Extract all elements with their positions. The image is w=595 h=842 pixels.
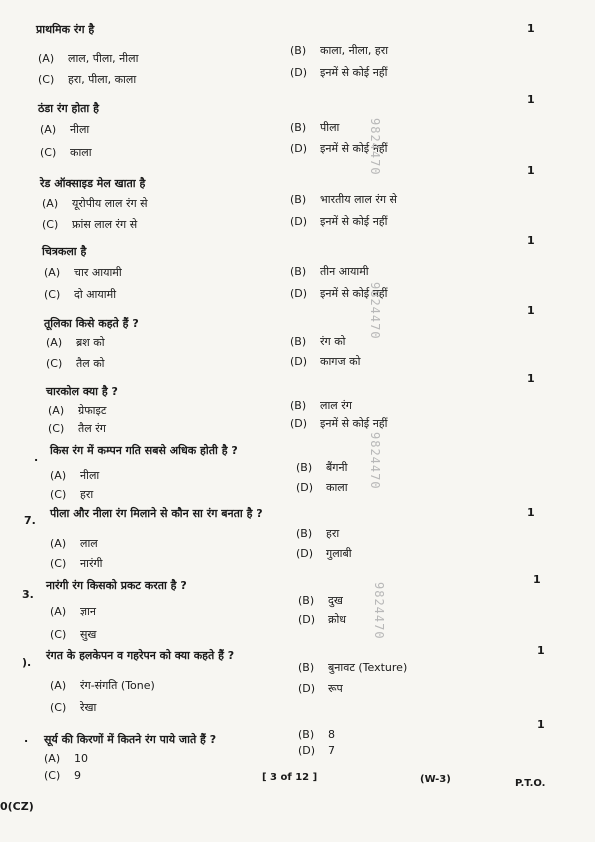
option-c [50, 487, 93, 502]
option-text: 8 [328, 728, 335, 741]
option-text: 7 [328, 744, 335, 757]
option-d [296, 480, 348, 495]
option-text: लाल [80, 537, 98, 550]
option-label: (A) [46, 336, 63, 349]
option-text: ब्रश को [76, 336, 105, 349]
option-label: (B) [290, 399, 307, 412]
option-b [296, 460, 347, 475]
option-label: (A) [48, 404, 65, 417]
option-label: (B) [290, 265, 307, 278]
marks: 1 [527, 506, 535, 519]
option-label: (A) [50, 537, 67, 550]
question-number: ). [22, 656, 32, 669]
option-label: (C) [44, 769, 61, 782]
option-text: 10 [74, 752, 88, 765]
marks: 1 [527, 372, 535, 385]
option-label: (A) [40, 123, 57, 136]
marks: 1 [527, 164, 535, 177]
marks: 1 [527, 22, 535, 35]
option-label: (A) [38, 52, 55, 65]
option-text: बुनावट (Texture) [328, 661, 408, 674]
option-a [46, 335, 105, 350]
option-label: (B) [298, 594, 315, 607]
option-c [42, 217, 137, 232]
question-text: चित्रकला है [42, 245, 87, 258]
question-number: 7. [24, 514, 36, 527]
option-text: रूप [328, 682, 343, 695]
option-label: (D) [296, 547, 314, 560]
option-c [44, 287, 116, 302]
question-text: तूलिका किसे कहते हैं ? [44, 317, 139, 330]
option-text: फ्रांस लाल रंग से [72, 218, 138, 231]
watermark: 9824470 [368, 432, 382, 490]
option-label: (D) [290, 417, 308, 430]
option-c [44, 769, 81, 782]
option-c [38, 72, 136, 87]
option-label: (D) [296, 481, 314, 494]
marks: 1 [537, 644, 545, 657]
option-text: तैल रंग [78, 422, 106, 435]
option-c [46, 356, 105, 371]
watermark: 9824470 [368, 282, 382, 340]
option-label: (D) [298, 744, 316, 757]
option-label: (A) [50, 605, 67, 618]
marks: 1 [527, 234, 535, 247]
option-text: बैंगनी [326, 461, 348, 474]
option-b [298, 728, 335, 741]
option-label: (D) [298, 613, 316, 626]
option-d [296, 546, 352, 561]
option-label: (C) [46, 357, 63, 370]
option-label: (B) [290, 335, 307, 348]
option-label: (D) [290, 287, 308, 300]
option-text: इनमें से कोई नहीं [320, 66, 388, 79]
option-label: (D) [290, 142, 308, 155]
question-text: रंगत के हलकेपन व गहरेपन को क्या कहते हैं ? [46, 649, 235, 662]
option-label: (C) [50, 557, 67, 570]
option-text: काला [326, 481, 348, 494]
question-text: किस रंग में कम्पन गति सबसे अधिक होती है ? [50, 444, 238, 457]
option-b [290, 398, 352, 413]
option-b [290, 264, 369, 279]
option-b [290, 334, 346, 349]
option-text: यूरोपीय लाल रंग से [72, 197, 148, 210]
option-label: (C) [42, 218, 59, 231]
marks: 1 [533, 573, 541, 586]
option-label: (C) [50, 701, 67, 714]
option-text: हरा [80, 488, 94, 501]
marks: 1 [527, 93, 535, 106]
option-d [290, 65, 388, 80]
option-label: (C) [38, 73, 55, 86]
option-text: हरा, पीला, काला [68, 73, 137, 86]
option-c [50, 556, 103, 571]
option-label: (A) [50, 679, 67, 692]
option-label: (B) [296, 461, 313, 474]
option-c [40, 145, 92, 160]
option-text: लाल, पीला, नीला [68, 52, 139, 65]
option-a [50, 468, 99, 483]
option-text: इनमें से कोई नहीं [320, 417, 388, 430]
option-d [298, 681, 343, 696]
paper-code: (W-3) [420, 774, 451, 785]
option-text: दो आयामी [74, 288, 117, 301]
option-a [42, 196, 148, 211]
option-text: हरा [326, 527, 340, 540]
option-label: (C) [50, 488, 67, 501]
option-text: रंग को [320, 335, 346, 348]
option-text: ज्ञान [80, 605, 97, 618]
question-text: चारकोल क्या है ? [46, 385, 118, 398]
option-b [298, 593, 343, 608]
option-label: (D) [290, 66, 308, 79]
watermark: 9824470 [372, 582, 386, 640]
watermark: 9824470 [368, 118, 382, 176]
question-number: . [24, 732, 29, 745]
option-a [40, 122, 89, 137]
option-a [50, 536, 98, 551]
option-text: क्रोध [328, 613, 347, 626]
option-b [290, 192, 397, 207]
option-label: (D) [290, 355, 308, 368]
option-text: पीला [320, 121, 340, 134]
option-d [290, 214, 388, 229]
option-label: (A) [44, 266, 61, 279]
option-text: काला, नीला, हरा [320, 44, 389, 57]
question-text: सूर्य की किरणों में कितने रंग पाये जाते हैं ? [44, 733, 217, 746]
option-label: (A) [44, 752, 61, 765]
question-number: . [34, 451, 39, 464]
series-code: 0(CZ) [0, 800, 34, 813]
option-label: (B) [290, 44, 307, 57]
option-d [290, 354, 360, 369]
option-c [48, 421, 106, 436]
pto-label: P.T.O. [515, 778, 546, 789]
option-text: नीला [70, 123, 90, 136]
option-a [50, 604, 96, 619]
option-b [296, 526, 339, 541]
option-text: लाल रंग [320, 399, 352, 412]
option-text: भारतीय लाल रंग से [320, 193, 397, 206]
option-b [290, 43, 388, 58]
option-text: चार आयामी [74, 266, 122, 279]
option-label: (A) [50, 469, 67, 482]
option-text: नारंगी [80, 557, 103, 570]
option-d [298, 744, 335, 757]
option-label: (C) [50, 628, 67, 641]
option-d [298, 612, 346, 627]
option-a [48, 403, 106, 418]
option-text: 9 [74, 769, 81, 782]
marks: 1 [537, 718, 545, 731]
option-a [44, 752, 88, 765]
option-label: (B) [290, 121, 307, 134]
option-d [290, 416, 388, 431]
question-text: प्राथमिक रंग है [36, 23, 95, 36]
question-text: पीला और नीला रंग मिलाने से कौन सा रंग बनता है ? [50, 507, 263, 520]
option-a [38, 51, 138, 66]
option-c [50, 627, 96, 642]
option-label: (C) [40, 146, 57, 159]
option-text: इनमें से कोई नहीं [320, 287, 388, 300]
page-number: [ 3 of 12 ] [262, 772, 318, 783]
option-label: (B) [296, 527, 313, 540]
option-text: दुख [328, 594, 343, 607]
question-text: रेड ऑक्साइड मेल खाता है [40, 177, 146, 190]
option-text: तैल को [76, 357, 105, 370]
option-text: इनमें से कोई नहीं [320, 142, 388, 155]
option-label: (D) [290, 215, 308, 228]
option-text: रेखा [80, 701, 97, 714]
option-text: काला [70, 146, 92, 159]
option-label: (C) [48, 422, 65, 435]
option-b [298, 660, 407, 675]
option-label: (C) [44, 288, 61, 301]
option-text: तीन आयामी [320, 265, 369, 278]
option-c [50, 700, 96, 715]
option-label: (A) [42, 197, 59, 210]
option-label: (B) [298, 661, 315, 674]
question-text: ठंडा रंग होता है [38, 102, 99, 115]
option-text: कागज को [320, 355, 361, 368]
option-text: इनमें से कोई नहीं [320, 215, 388, 228]
option-text: ग्रेफाइट [78, 404, 107, 417]
option-label: (D) [298, 682, 316, 695]
option-a [50, 678, 155, 693]
option-label: (B) [298, 728, 315, 741]
option-text: नीला [80, 469, 100, 482]
option-text: सुख [80, 628, 97, 641]
option-b [290, 120, 339, 135]
option-text: रंग-संगति (Tone) [80, 679, 155, 692]
option-text: गुलाबी [326, 547, 352, 560]
question-text: नारंगी रंग किसको प्रकट करता है ? [46, 579, 187, 592]
marks: 1 [527, 304, 535, 317]
option-a [44, 265, 122, 280]
question-number: 3. [22, 588, 34, 601]
option-label: (B) [290, 193, 307, 206]
